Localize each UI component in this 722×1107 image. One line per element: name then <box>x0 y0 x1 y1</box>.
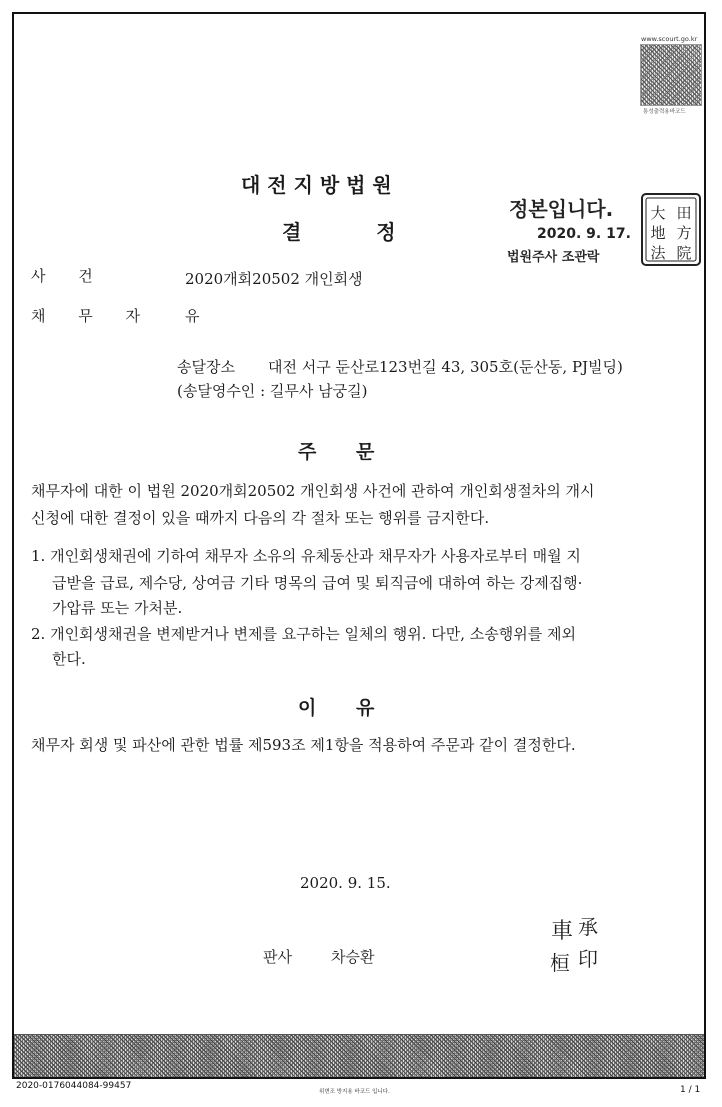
decision-date: 2020. 9. 15. <box>300 874 391 892</box>
order-item1-line2: 급받을 급료, 제수당, 상여금 기타 명목의 급여 및 퇴직금에 대하여 하는 강제집행· <box>52 574 583 592</box>
certified-copy-stamp: 정본입니다. <box>509 197 614 221</box>
court-seal <box>640 192 702 267</box>
seal-glyph: 院 <box>676 244 692 262</box>
qr-barcode <box>640 44 702 106</box>
seal-glyph: 桓 <box>550 951 570 975</box>
order-intro-line2: 신청에 대한 결정이 있을 때까지 다음의 각 절차 또는 행위를 금지한다. <box>31 509 490 527</box>
order-intro-line1: 채무자에 대한 이 법원 2020개회20502 개인회생 사건에 관하여 개인회생절차의 개시 <box>31 482 595 500</box>
seal-glyph: 車 <box>550 919 574 944</box>
judge-name: 차승환 <box>331 948 375 966</box>
delivery-label: 송달장소 <box>177 358 235 376</box>
seal-glyph: 大 <box>650 204 666 222</box>
case-value: 2020개회20502 개인회생 <box>185 270 363 288</box>
anti-forgery-barcode <box>14 1034 704 1077</box>
order-item1-line1: 1. 개인회생채권에 기하여 채무자 소유의 유체동산과 채무자가 사용자로부터 매월 지 <box>31 547 581 565</box>
seal-glyph: 方 <box>676 224 692 242</box>
page-number: 1 / 1 <box>680 1085 701 1095</box>
judge-title: 판사 <box>263 948 292 966</box>
case-label: 사 건 <box>31 267 107 285</box>
seal-glyph: 承 <box>578 915 598 939</box>
reason-heading: 이 유 <box>298 697 375 719</box>
court-url: www.scourt.go.kr <box>641 35 698 43</box>
reason-text: 채무자 회생 및 파산에 관한 법률 제593조 제1항을 적용하여 주문과 같이 결정한다. <box>31 736 576 754</box>
delivery-receiver: (송달영수인 : 길무사 남궁길) <box>177 382 368 400</box>
court-name: 대 전 지 방 법 원 <box>241 173 392 197</box>
certification-date: 2020. 9. 17. <box>537 226 631 242</box>
barcode-note: 위변조 방지용 바코드 입니다. <box>319 1089 390 1095</box>
order-item2-line2: 한다. <box>52 650 86 668</box>
seal-glyph: 印 <box>578 947 598 971</box>
debtor-label: 채 무 자 <box>31 307 155 325</box>
barcode-label: 통성출력용바코드 <box>643 109 686 115</box>
seal-glyph: 法 <box>650 244 666 262</box>
document-type: 결 정 <box>282 220 396 244</box>
delivery-address: 대전 서구 둔산로123번길 43, 305호(둔산동, PJ빌딩) <box>268 358 623 376</box>
document-number: 2020-0176044084-99457 <box>16 1081 132 1091</box>
certifying-officer: 법원주사 조관락 <box>507 250 600 265</box>
order-item1-line3: 가압류 또는 가처분. <box>52 599 183 617</box>
debtor-value: 유 <box>185 307 200 325</box>
seal-glyph: 田 <box>676 204 692 222</box>
order-heading: 주 문 <box>298 441 375 463</box>
seal-glyph: 地 <box>650 224 666 242</box>
order-item2-line1: 2. 개인회생채권을 변제받거나 변제를 요구하는 일체의 행위. 다만, 소송행위를 제외 <box>31 625 576 643</box>
judge-seal <box>544 908 608 988</box>
